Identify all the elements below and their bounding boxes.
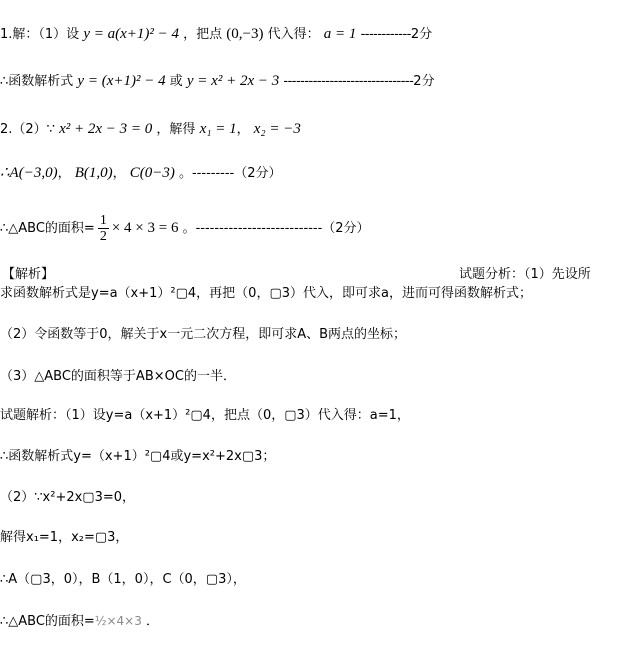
broken-formula-image: ½×4×3 — [94, 614, 142, 628]
score: 2分 — [413, 74, 435, 89]
point-c: C(0−3) — [129, 165, 175, 181]
analysis-paragraph-1: 求函数解析式是y=a（x+1）²▢4，再把（0，▢3）代入，即可求a，进而可得函数解析式； — [0, 286, 532, 301]
formula: y = x² + 2x − 3 — [186, 73, 280, 89]
step-label: 2.（2）∵ — [0, 122, 55, 137]
solution-line-3: 2.（2）∵ x² + 2x − 3 = 0 ，解得 x₁ = 1， x₂ = −3 — [0, 121, 301, 137]
fraction-denominator: 2 — [99, 229, 107, 244]
analysis-heading: 【解析】 — [2, 267, 55, 282]
analysis-title: 试题分析：（1）先设所 — [459, 267, 591, 282]
text: ． — [145, 614, 159, 629]
fraction-numerator: 1 — [99, 213, 107, 228]
score-tail: 。---------------------------（2分） — [182, 221, 370, 236]
root-1: x₁ = 1 — [199, 121, 237, 137]
detail-line-6 — [0, 613, 159, 630]
solution-line-5 — [0, 212, 370, 245]
detail-line-2: ∴函数解析式y=（x+1）²▢4或y=x²+2x▢3； — [0, 449, 276, 464]
analysis-paragraph-3: （3）△ABC的面积等于AB×OC的一半． — [0, 369, 236, 384]
text: ，把点 — [183, 27, 223, 42]
formula: y = a(x+1)² − 4 — [83, 26, 179, 42]
equation: x² + 2x − 3 = 0 — [59, 121, 153, 137]
detail-line-5: ∴A（▢3，0），B（1，0），C（0，▢3）， — [0, 572, 246, 587]
fraction — [98, 213, 109, 244]
dash-line: ------------------------------- — [283, 74, 414, 89]
dash-line: ------------ — [360, 27, 411, 42]
solution-line-1 — [0, 26, 432, 43]
expression: × 4 × 3 = 6 — [111, 220, 179, 236]
result: a = 1 — [323, 26, 357, 42]
text: ∴△ABC的面积= — [0, 221, 95, 236]
text: 或 — [169, 74, 183, 89]
detail-line-3: （2）∵x²+2x▢3=0， — [0, 490, 136, 505]
step-label: 1.解：（1）设 — [0, 27, 80, 42]
analysis-paragraph-2: （2）令函数等于0，解关于x一元二次方程，即可求A、B两点的坐标； — [0, 327, 407, 342]
point: (0,−3) — [226, 26, 264, 42]
text: ，解得 — [156, 122, 196, 137]
score: 2分 — [410, 27, 433, 42]
solution-line-2 — [0, 73, 435, 90]
text: ∴函数解析式 — [0, 74, 74, 89]
root-2: x₂ = −3 — [253, 121, 301, 137]
point-a: ∴A(−3,0) — [0, 165, 58, 181]
detail-line-4: 解得x₁=1，x₂=▢3， — [0, 530, 129, 545]
score-tail: 。---------（2分） — [179, 166, 282, 181]
detail-line-1: 试题解析：（1）设y=a（x+1）²▢4，把点（0，▢3）代入得：a=1， — [0, 408, 410, 423]
text: 代入得： — [267, 27, 320, 42]
point-b: B(1,0) — [74, 165, 113, 181]
solution-line-4: ∴A(−3,0)， B(1,0)， C(0−3) 。---------（2分） — [0, 165, 282, 181]
formula: y = (x+1)² − 4 — [77, 73, 166, 89]
text: ∴△ABC的面积= — [0, 614, 95, 629]
